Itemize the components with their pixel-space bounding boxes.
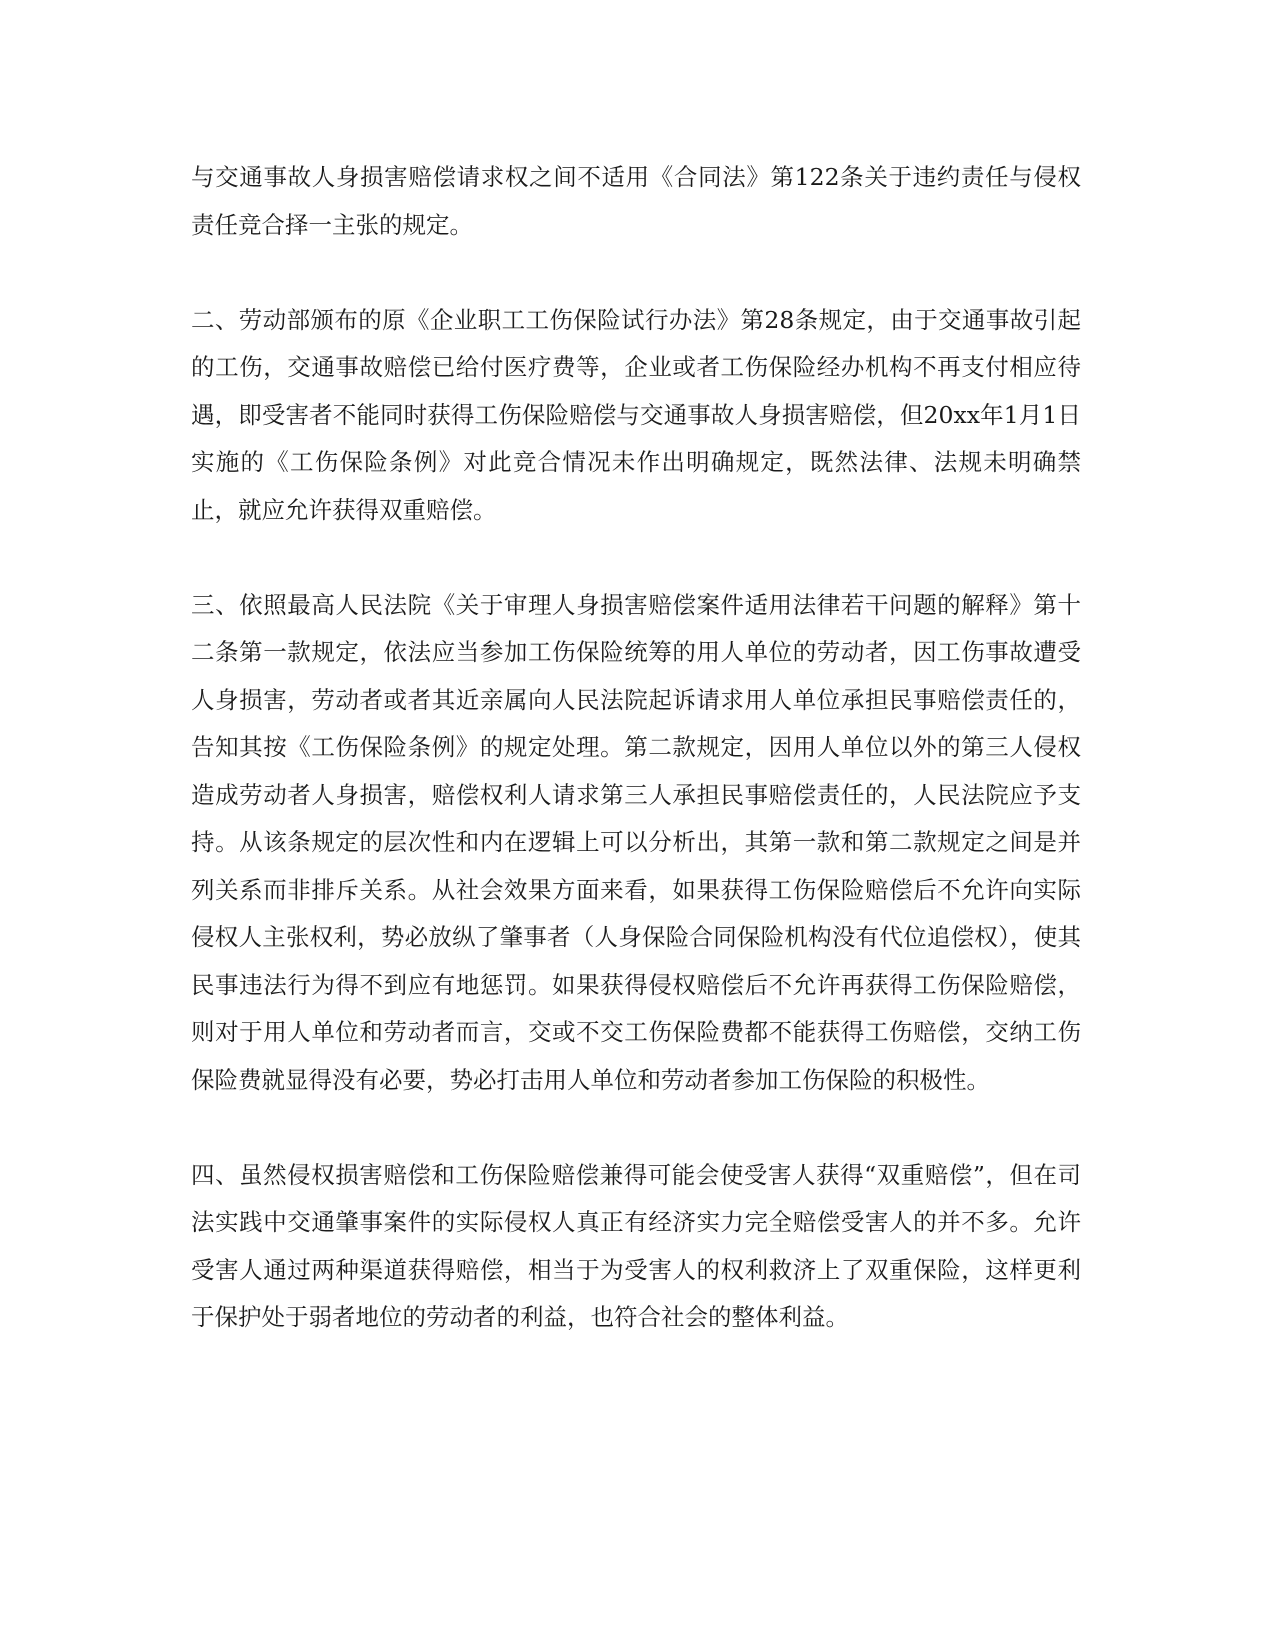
paragraph-continuation: 与交通事故人身损害赔偿请求权之间不适用《合同法》第122条关于违约责任与侵权责任竞合择一主张的规定。 [191,163,1081,239]
paragraph-section-4: 四、虽然侵权损害赔偿和工伤保险赔偿兼得可能会使受害人获得“双重赔偿”，但在司法实践中交通肇事案件的实际侵权人真正有经济实力完全赔偿受害人的并不多。允许受害人通过两种渠道获得赔偿，相当于为受害人的权利救济上了双重保险，这样更利于保护处于弱者地位的劳动者的利益，也符合社会的整体利益。 [191,1160,1081,1331]
document-body [191,154,1081,1389]
paragraph-section-3: 三、依照最高人民法院《关于审理人身损害赔偿案件适用法律若干问题的解释》第十二条第一款规定，依法应当参加工伤保险统筹的用人单位的劳动者，因工伤事故遭受人身损害，劳动者或者其近亲属向人民法院起诉请求用人单位承担民事赔偿责任的，告知其按《工伤保险条例》的规定处理。第二款规定，因用人单位以外的第三人侵权造成劳动者人身损害，赔偿权利人请求第三人承担民事赔偿责任的，人民法院应予支持。从该条规定的层次性和内在逻辑上可以分析出，其第一款和第二款规定之间是并列关系而非排斥关系。从社会效果方面来看，如果获得工伤保险赔偿后不允许向实际侵权人主张权利，势必放纵了肇事者（人身保险合同保险机构没有代位追偿权），使其民事违法行为得不到应有地惩罚。如果获得侵权赔偿后不允许再获得工伤保险赔偿，则对于用人单位和劳动者而言，交或不交工伤保险费都不能获得工伤赔偿，交纳工伤保险费就显得没有必要，势必打击用人单位和劳动者参加工伤保险的积极性。 [191,590,1081,1094]
paragraph-section-2: 二、劳动部颁布的原《企业职工工伤保险试行办法》第28条规定，由于交通事故引起的工伤，交通事故赔偿已给付医疗费等，企业或者工伤保险经办机构不再支付相应待遇，即受害者不能同时获得工伤保险赔偿与交通事故人身损害赔偿，但20xx年1月1日实施的《工伤保险条例》对此竞合情况未作出明确规定，既然法律、法规未明确禁止，就应允许获得双重赔偿。 [191,305,1081,524]
